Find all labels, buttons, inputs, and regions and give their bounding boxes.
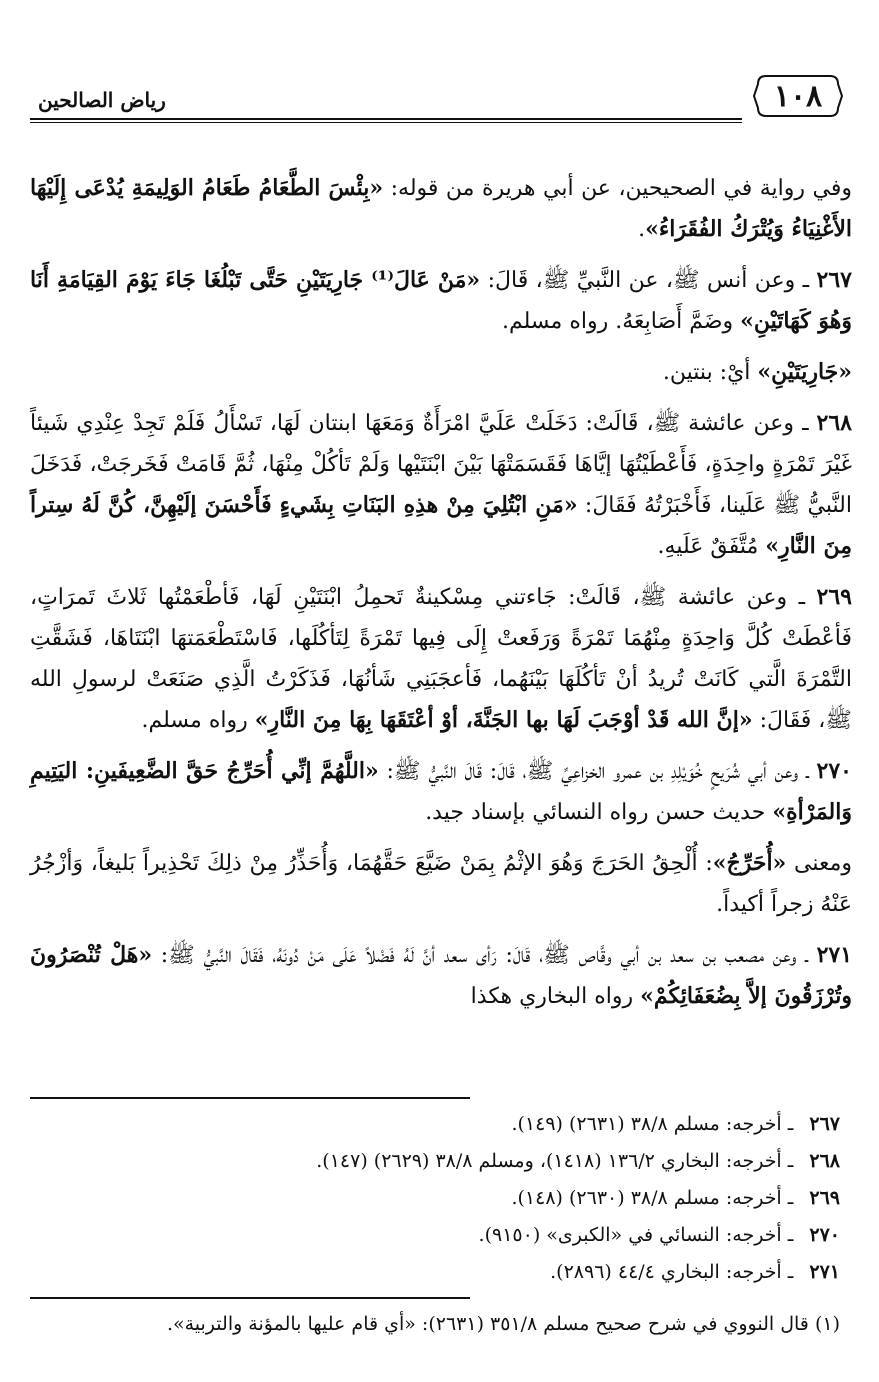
hadith-number: ٢٦٩ xyxy=(816,584,852,610)
hadith-quote: «مَنِ ابْتُلِيَ مِنْ هذِهِ البَنَاتِ بِشَيءٍ فَأَحْسَنَ إلَيْهِنَّ، كُنَّ لَهُ سِتراً مِنَ النَّارِ» xyxy=(30,492,852,559)
paragraph-text: ـ وعن عائشة ﷺ، قَالَتْ: دَخَلَتْ عَلَيَّ امْرَأَةٌ وَمَعَهَا ابنتان لَهَا، تَسْأَلُ فَلَمْ تَجِدْ عِنْدِي شَيئاً غَيْرَ تَمْرَةٍ واحِدَةٍ، فَأَعْطَيْتُهَا إيَّاهَا فَقَسَمَتْهَا بَيْنَ ابْنَتَيْها وَلَمْ تَأكُلْ مِنْهَا، ثُمَّ قَامَتْ فَخَرجَتْ، فَدَخَلَ النَّبيُّ ﷺ عَلَينا، فَأَخْبَرْتُهُ فَقَالَ: xyxy=(30,411,852,518)
paragraph-text: ـ وعن مصعب بن سعد بن أبي وقَّاص ﷺ، قَالَ: رَأى سعد أنَّ لَهُ فَضْلاً عَلَى مَنْ دُونَهُ، فَقَالَ النَّبيُّ ﷺ: xyxy=(152,943,817,968)
gloss-uharriju xyxy=(30,843,852,925)
hadith-quote: «اللَّهُمَّ إنِّي أُحَرِّجُ حَقَّ الضَّعِيفَينِ: اليَتِيمِ وَالمَرْأةِ» xyxy=(30,758,852,825)
page-number-ornament xyxy=(752,72,844,120)
gloss-jariyatayn xyxy=(30,352,852,393)
footnote-divider xyxy=(30,1297,470,1299)
hadith-271 xyxy=(30,935,852,1017)
paragraph-text: . xyxy=(638,217,646,242)
hadith-number: ٢٧٠ xyxy=(816,758,852,784)
reference-text: أخرجه: البخاري ١٣٦/٢ (١٤١٨)، ومسلم ٣٨/٨ (٢٦٢٩) (١٤٧). xyxy=(316,1150,782,1172)
hadith-number: ٢٦٧ xyxy=(816,267,852,293)
paragraph-text: ومعنى xyxy=(786,851,852,876)
glossed-term: «جَارِيَتَيْنِ» xyxy=(757,359,852,385)
paragraph-text: وفي رواية في الصحيحين، عن أبي هريرة من قوله: xyxy=(383,176,852,201)
references-divider xyxy=(30,1097,470,1099)
paragraph-text: وضَمَّ أَصَابِعَهُ. رواه مسلم. xyxy=(502,309,741,334)
paragraph-text: رواه البخاري هكذا xyxy=(470,984,641,1009)
reference-item: ٢٧٠ ـ أخرجه: النسائي في «الكبرى» (٩١٥٠). xyxy=(478,1224,840,1246)
running-title: رياض الصالحين xyxy=(38,88,166,112)
paragraph-text: : أُلْحِقُ الحَرَجَ وَهُوَ الإثْمُ بِمَنْ ضَيَّعَ حَقَّهُمَا، وَأُحَذِّرُ مِنْ ذلِكَ تَحْذِيراً بَليغاً، وَأزْجُرُ عَنْهُ زجراً أكيداً. xyxy=(30,851,852,917)
hadith-number: ٢٧١ xyxy=(816,942,853,968)
paragraph-text: أيْ: بنتين. xyxy=(662,360,758,385)
hadith-267 xyxy=(30,260,852,342)
reference-text: أخرجه: النسائي في «الكبرى» (٩١٥٠). xyxy=(478,1224,782,1246)
paragraph-text: مُتَّفَقٌ عَلَيهِ. xyxy=(657,534,766,559)
paragraph-1 xyxy=(30,168,852,250)
paragraph-text: ـ وعن عائشة ﷺ، قَالَتْ: جَاءتني مِسْكينةٌ تَحمِلُ ابْنَتَيْنِ لَهَا، فَأطْعَمْتُها ثَلاثَ تَمرَاتٍ، فَأعْطَتْ كُلَّ وَاحِدَةٍ مِنْهُمَا تَمْرَةً وَرَفَعتْ إِلَى فِيها تَمْرَةً لِتَأكُلَها، فَاسْتَطْعَمَتهَا ابْنَتَاهَا، فَشَقَّتِ التَّمْرَةَ الَّتي كَانَتْ تُريدُ أنْ تَأكُلَهَا بَيْنَهُما، فَأعجَبَنِي شَأنُهَا، فَذَكَرْتُ الَّذِي صَنَعَتْ لرسولِ الله ﷺ، فَقَالَ: xyxy=(30,585,852,733)
book-page xyxy=(30,60,852,1360)
header-rule xyxy=(30,118,742,120)
main-text xyxy=(30,168,852,1027)
reference-number: ٢٧١ xyxy=(809,1261,840,1283)
paragraph-text: حديث حسن رواه النسائي بإسناد جيد. xyxy=(425,800,773,825)
reference-text: أخرجه: مسلم ٣٨/٨ (٢٦٣٠) (١٤٨). xyxy=(511,1187,782,1209)
hadith-quote: «إنَّ الله قَدْ أوْجَبَ لَهَا بها الجَنَّةَ، أوْ أعْتَقَهَا بِهَا مِنَ النَّارِ» xyxy=(254,707,753,733)
hadith-269 xyxy=(30,577,852,741)
reference-number: ٢٦٨ xyxy=(809,1150,840,1172)
hadith-number: ٢٦٨ xyxy=(816,410,852,436)
reference-item: ٢٦٧ ـ أخرجه: مسلم ٣٨/٨ (٢٦٣١) (١٤٩). xyxy=(511,1113,840,1135)
footnote-text: قال النووي في شرح صحيح مسلم ٣٥١/٨ (٢٦٣١): «أي قام عليها بالمؤنة والتربية». xyxy=(166,1313,809,1335)
reference-text: أخرجه: مسلم ٣٨/٨ (٢٦٣١) (١٤٩). xyxy=(511,1113,782,1135)
paragraph-text: ـ وعن أنس ﷺ، عن النَّبيِّ ﷺ، قَالَ: xyxy=(480,268,817,293)
page-header xyxy=(30,60,852,130)
reference-number: ٢٦٧ xyxy=(809,1113,840,1135)
reference-item: ٢٦٨ ـ أخرجه: البخاري ١٣٦/٢ (١٤١٨)، ومسلم ٣٨/٨ (٢٦٢٩) (١٤٧). xyxy=(316,1150,840,1172)
reference-number: ٢٦٩ xyxy=(809,1187,840,1209)
paragraph-text: ـ وعن أبي شُرَيحٍ خُوَيْلِدِ بن عمرو الخزاعِيِّ ﷺ، قَالَ: قَالَ النَّبيُّ ﷺ: xyxy=(378,759,817,784)
reference-number: ٢٧٠ xyxy=(809,1224,840,1246)
reference-item: ٢٧١ ـ أخرجه: البخاري ٤٤/٤ (٢٨٩٦). xyxy=(550,1261,840,1283)
paragraph-text: رواه مسلم. xyxy=(141,708,255,733)
hadith-268 xyxy=(30,403,852,567)
reference-text: أخرجه: البخاري ٤٤/٤ (٢٨٩٦). xyxy=(550,1261,782,1283)
footnote xyxy=(30,1308,840,1340)
references-list xyxy=(30,1106,840,1291)
hadith-270 xyxy=(30,751,852,833)
glossed-term: «أُحَرِّجُ» xyxy=(712,850,787,876)
footnote-marker: (١) xyxy=(814,1313,840,1335)
header-rule-thin xyxy=(30,122,742,123)
reference-item: ٢٦٩ ـ أخرجه: مسلم ٣٨/٨ (٢٦٣٠) (١٤٨). xyxy=(511,1187,840,1209)
hadith-quote: «هَلْ تُنْصَرُونَ وتُرْزَقُونَ إلاَّ بِضُعَفَائِكُمْ» xyxy=(30,942,852,1009)
hadith-quote: «بِئْسَ الطَّعَامُ طَعَامُ الوَلِيمَةِ يُدْعَى إِلَيْهَا الأَغْنِيَاءُ وَيُتْرَكُ الفُقَرَاءُ» xyxy=(30,175,852,242)
page-number: ١٠٨ xyxy=(773,78,823,114)
hadith-quote: «مَنْ عَالَ⁽¹⁾ جَارِيَتَيْنِ حَتَّى تَبْلُغَا جَاءَ يَوْمَ القِيَامَةِ أَنَا وَهُوَ كَهَاتَيْنِ» xyxy=(30,267,852,334)
